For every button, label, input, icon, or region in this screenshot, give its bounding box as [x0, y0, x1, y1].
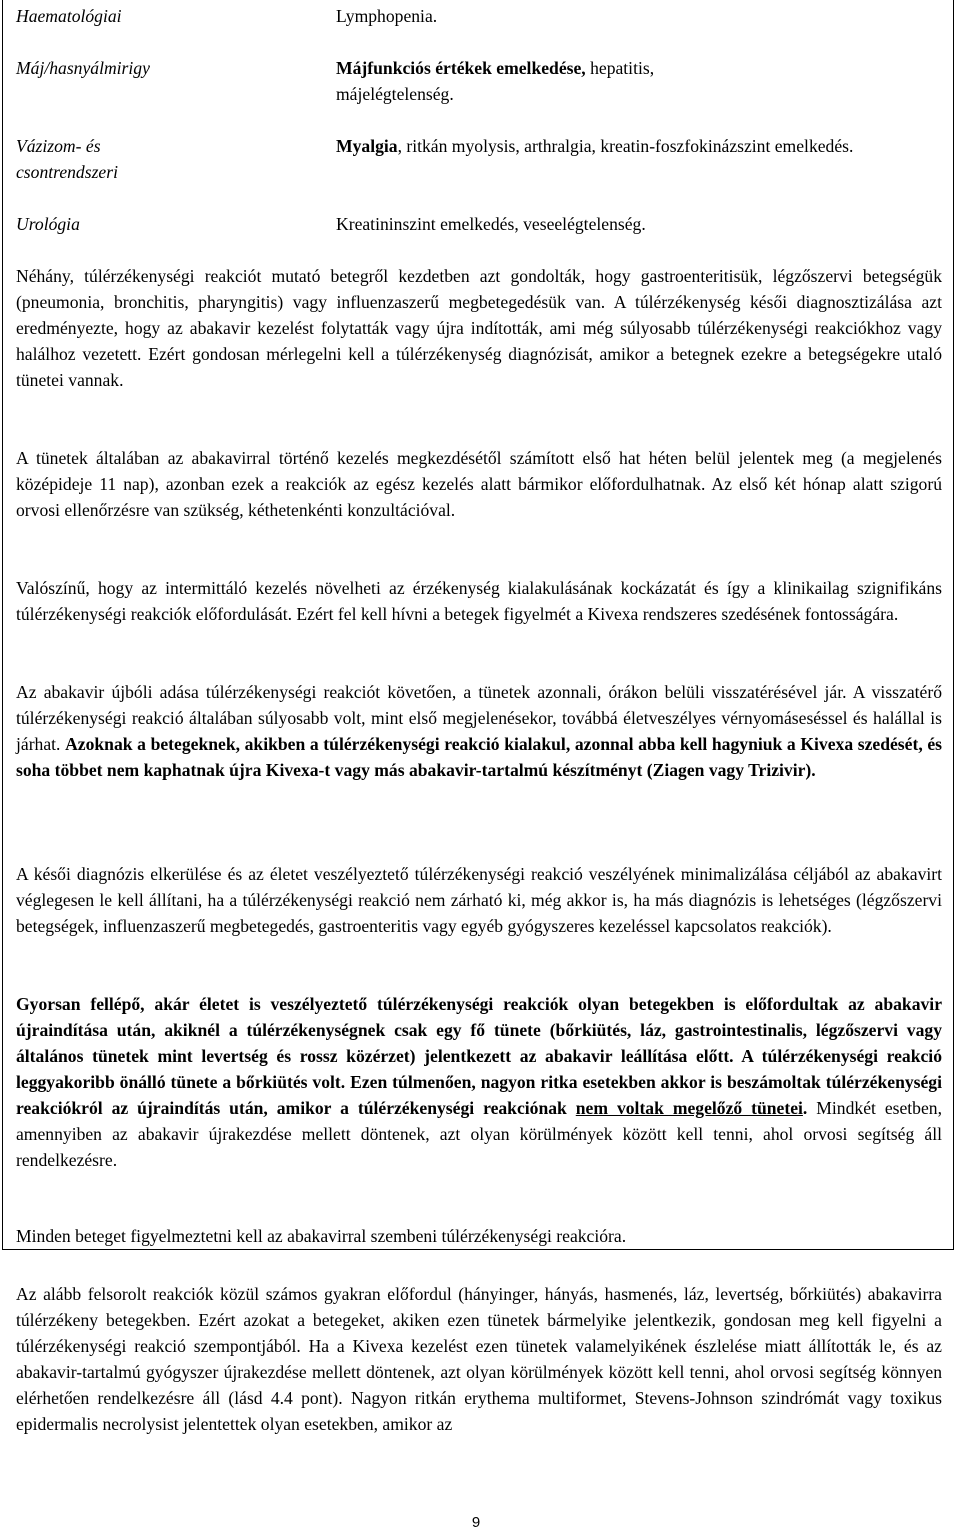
- paragraph: Gyorsan fellépő, akár életet is veszélyeztető túlérzékenységi reakciók olyan betegekben is előfordultak az abakavir újraindítása után, akiknél a túlérzékenységnek csak egy fő tünete (bőrkiütés, láz, gastrointestinalis, légzőszervi vagy általános tünetek mint levertség és rossz közérzet) jelentkezett az abakavir leállítása előtt. A túlérzékenységi reakció leggyakoribb önálló tünete a bőrkiütés volt. Ezen túlmenően, nagyon ritka esetekben akkor is beszámoltak túlérzékenységi reakciókról az újraindítás után, amikor a túlérzékenységi reakciónak nem voltak megelőző tünetei. Mindkét esetben, amennyiben az abakavir újrakezdése mellett döntenek, azt olyan körülmények között kell tenni, ahol orvosi segítség áll rendelkezésre.: [16, 994, 942, 1170]
- paragraph: A késői diagnózis elkerülése és az életet veszélyeztető túlérzékenységi reakció veszélyének minimalizálása céljából az abakavirt véglegesen le kell állítani, ha a túlérzékenységi reakció nem zárható ki, még akkor is, ha más diagnózis is lehetséges (légzőszervi betegségek, influenzaszerű megbetegedés, gastroenteritis vagy egyéb gyógyszeres kezeléssel kapcsolatos reakciók).: [16, 864, 942, 936]
- paragraph: Az alább felsorolt reakciók közül számos gyakran előfordul (hányinger, hányás, hasmenés, láz, levertség, bőrkiütés) abakavirra túlérzékeny betegekben. Ezért azokat a betegeket, akiken ezen tünetek bármelyike jelentkezik, gondosan meg kell figyelni a túlérzékenységi reakció szempontjából. Ha a Kivexa kezelést ezen tünetek valamelyikének észlelése miatt állították le, és az abakavir-tartalmú gyógyszer újrakezdése mellett döntenek, azt olyan körülmények között kell tenni, ahol orvosi segítség könnyen elérhetően rendelkezésre áll (lásd 4.4 pont). Nagyon ritkán erythema multiformet, Stevens-Johnson szindrómát vagy toxikus epidermalis necrolysist jelentettek olyan esetekben, amikor az: [16, 1284, 942, 1434]
- paragraph: Az abakavir újbóli adása túlérzékenységi reakciót követően, a tünetek azonnali, órákon belüli visszatérésével jár. A visszatérő túlérzékenységi reakció általában súlyosabb volt, mint első megjelenésekor, továbbá életveszélyes vérnyomáseséssel és halállal is járhat. Azoknak a betegeknek, akikben a túlérzékenységi reakció kialakul, azonnal abba kell hagyniuk a Kivexa szedését, és soha többet nem kaphatnak újra Kivexa-t vagy más abakavir-tartalmú készítményt (Ziagen vagy Trizivir).: [16, 682, 942, 780]
- table-row-description: Májfunkciós értékek emelkedése, hepatitis, májelégtelenség.: [336, 58, 655, 104]
- table-row-category: Urológia: [16, 214, 80, 234]
- paragraph: Néhány, túlérzékenységi reakciót mutató betegről kezdetben azt gondolták, hogy gastroenteritisük, légzőszervi betegségük (pneumonia, bronchitis, pharyngitis) vagy influenzaszerű megbetegedésük van. A túlérzékenység késői diagnosztizálása azt eredményezte, hogy az abakavir kezelést folytatták vagy újra indították, ami még súlyosabb túlérzékenységi reakciókhoz vagy halálhoz vezetett. Ezért gondosan mérlegelni kell a túlérzékenység diagnózisát, amikor a betegnek ezekre a betegségekre utaló tünetei vannak.: [16, 266, 942, 390]
- paragraph: Valószínű, hogy az intermittáló kezelés növelheti az érzékenység kialakulásának kockázatát és így a klinikailag szignifikáns túlérzékenységi reakciók előfordulását. Ezért fel kell hívni a betegek figyelmét a Kivexa rendszeres szedésének fontosságára.: [16, 578, 942, 624]
- table-row-description: Lymphopenia.: [336, 6, 438, 26]
- table-row-category: Haematológiai: [16, 6, 122, 26]
- table-row-description: Myalgia, ritkán myolysis, arthralgia, kreatin-foszfokinázszint emelkedés.: [336, 136, 854, 156]
- paragraph: Minden beteget figyelmeztetni kell az abakavirral szembeni túlérzékenységi reakcióra.: [16, 1226, 627, 1246]
- page-number: 9: [471, 1514, 481, 1531]
- table-row-category: Máj/hasnyálmirigy: [16, 58, 150, 78]
- paragraph: A tünetek általában az abakavirral történő kezelés megkezdésétől számított első hat héten belül jelentek meg (a megjelenés középideje 11 nap), azonban ezek a reakciók az egész kezelés alatt bármikor előfordulhatnak. Az első két hónap alatt szigorú orvosi ellenőrzésre van szükség, kéthetenkénti konzultációval.: [16, 448, 942, 520]
- table-row-description: Kreatininszint emelkedés, veseelégtelenség.: [336, 214, 646, 234]
- table-row-category: Vázizom- és csontrendszeri: [16, 136, 118, 182]
